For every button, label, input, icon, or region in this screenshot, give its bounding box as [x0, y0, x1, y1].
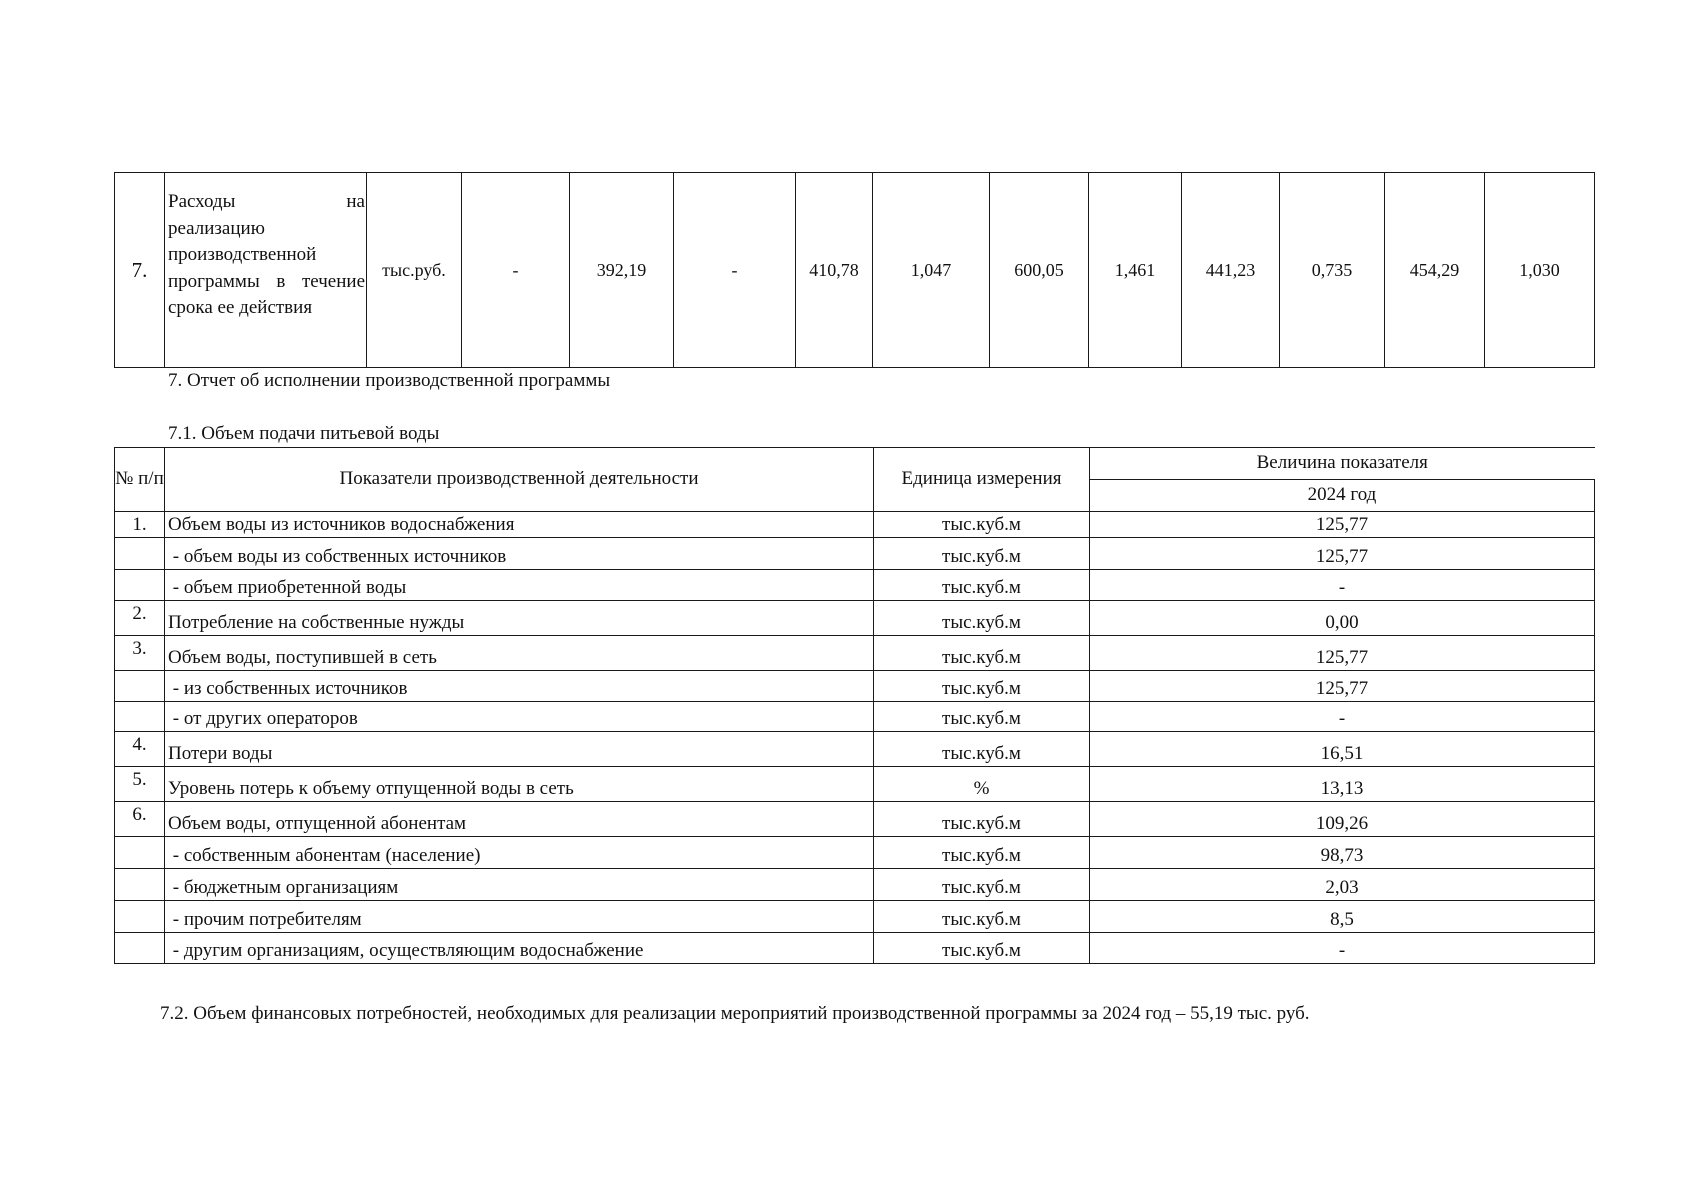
row-unit: тыс.куб.м: [874, 601, 1090, 636]
row-num: [115, 538, 165, 570]
expenses-table: [114, 172, 1595, 368]
row-unit: тыс.куб.м: [874, 933, 1090, 964]
row-num: 6.: [115, 802, 165, 837]
row-unit: тыс.куб.м: [874, 837, 1090, 869]
row-name: [165, 173, 367, 368]
table-row: [115, 732, 1595, 767]
row-label: - объем воды из собственных источников: [165, 538, 874, 570]
row-value: -: [1090, 570, 1595, 601]
row-unit: тыс.куб.м: [874, 636, 1090, 671]
row-num: [115, 869, 165, 901]
table-row: [115, 802, 1595, 837]
row-unit: тыс.руб.: [367, 173, 462, 368]
header-unit: Единица измерения: [874, 448, 1090, 512]
row-num: [115, 933, 165, 964]
row-num: [115, 901, 165, 933]
row-value: 125,77: [1090, 671, 1595, 702]
row-num: [115, 702, 165, 732]
row-label: - прочим потребителям: [165, 901, 874, 933]
table-row: [115, 837, 1595, 869]
row-unit: тыс.куб.м: [874, 702, 1090, 732]
row-name-line: программы в течение: [168, 270, 365, 292]
row-cell: -: [674, 173, 796, 368]
row-num: 4.: [115, 732, 165, 767]
row-cell: -: [462, 173, 570, 368]
row-label: Потери воды: [165, 732, 874, 767]
row-cell: 600,05: [990, 173, 1089, 368]
row-num: 2.: [115, 601, 165, 636]
row-value: 125,77: [1090, 538, 1595, 570]
row-num: 5.: [115, 767, 165, 802]
table-row: [115, 702, 1595, 732]
row-unit: тыс.куб.м: [874, 869, 1090, 901]
row-label: Объем воды, поступившей в сеть: [165, 636, 874, 671]
row-label: Потребление на собственные нужды: [165, 601, 874, 636]
header-indicator: Показатели производственной деятельности: [165, 448, 874, 512]
row-cell: 454,29: [1385, 173, 1485, 368]
header-num: № п/п: [115, 448, 165, 512]
section-7-1-title: 7.1. Объем подачи питьевой воды: [168, 423, 440, 444]
row-name-line: производственной: [168, 244, 317, 265]
row-number: 7.: [115, 173, 165, 368]
table-row: [115, 570, 1595, 601]
row-label: Объем воды, отпущенной абонентам: [165, 802, 874, 837]
row-cell: 1,030: [1485, 173, 1595, 368]
table-row: [115, 901, 1595, 933]
section-7-title: 7. Отчет об исполнении производственной программы: [168, 370, 611, 391]
row-value: 109,26: [1090, 802, 1595, 837]
expenses-row: [115, 173, 1595, 368]
table-row: [115, 671, 1595, 702]
table-row: [115, 538, 1595, 570]
row-label: - объем приобретенной воды: [165, 570, 874, 601]
row-unit: тыс.куб.м: [874, 732, 1090, 767]
table-row: [115, 601, 1595, 636]
row-num: [115, 570, 165, 601]
row-value: 2,03: [1090, 869, 1595, 901]
row-num: [115, 671, 165, 702]
row-unit: тыс.куб.м: [874, 802, 1090, 837]
header-year: 2024 год: [1090, 480, 1595, 512]
row-value: 125,77: [1090, 512, 1595, 538]
row-value: 13,13: [1090, 767, 1595, 802]
row-label: - от других операторов: [165, 702, 874, 732]
section-7-2-text: 7.2. Объем финансовых потребностей, необходимых для реализации мероприятий производственной программы за 2024 год – 55,19 тыс. руб.: [160, 1003, 1310, 1024]
row-cell: 1,461: [1089, 173, 1182, 368]
row-unit: тыс.куб.м: [874, 570, 1090, 601]
row-cell: 392,19: [570, 173, 674, 368]
row-label: - бюджетным организациям: [165, 869, 874, 901]
row-num: 1.: [115, 512, 165, 538]
row-unit: тыс.куб.м: [874, 671, 1090, 702]
row-name-line: Расходы на: [168, 191, 365, 212]
row-cell: 441,23: [1182, 173, 1280, 368]
row-cell: 410,78: [796, 173, 873, 368]
row-label: - из собственных источников: [165, 671, 874, 702]
row-value: 16,51: [1090, 732, 1595, 767]
row-label: - собственным абонентам (население): [165, 837, 874, 869]
row-unit: тыс.куб.м: [874, 512, 1090, 538]
row-num: 3.: [115, 636, 165, 671]
row-value: 98,73: [1090, 837, 1595, 869]
row-label: Объем воды из источников водоснабжения: [165, 512, 874, 538]
row-name-line: реализацию: [168, 217, 265, 239]
row-name-line: срока ее действия: [168, 297, 313, 318]
row-cell: 0,735: [1280, 173, 1385, 368]
table-row: [115, 933, 1595, 964]
row-label: Уровень потерь к объему отпущенной воды в сеть: [165, 767, 874, 802]
row-num: [115, 837, 165, 869]
row-unit: тыс.куб.м: [874, 901, 1090, 933]
row-value: -: [1090, 702, 1595, 732]
row-value: 0,00: [1090, 601, 1595, 636]
row-value: 125,77: [1090, 636, 1595, 671]
row-unit: тыс.куб.м: [874, 538, 1090, 570]
row-cell: 1,047: [873, 173, 990, 368]
water-supply-table: [114, 447, 1595, 964]
table-row: [115, 767, 1595, 802]
table-row: [115, 869, 1595, 901]
row-label: - другим организациям, осуществляющим водоснабжение: [165, 933, 874, 964]
table-row: [115, 512, 1595, 538]
row-value: 8,5: [1090, 901, 1595, 933]
row-unit: %: [874, 767, 1090, 802]
header-value: Величина показателя: [1090, 448, 1595, 480]
table-row: [115, 636, 1595, 671]
header-row: [115, 448, 1595, 480]
row-value: -: [1090, 933, 1595, 964]
